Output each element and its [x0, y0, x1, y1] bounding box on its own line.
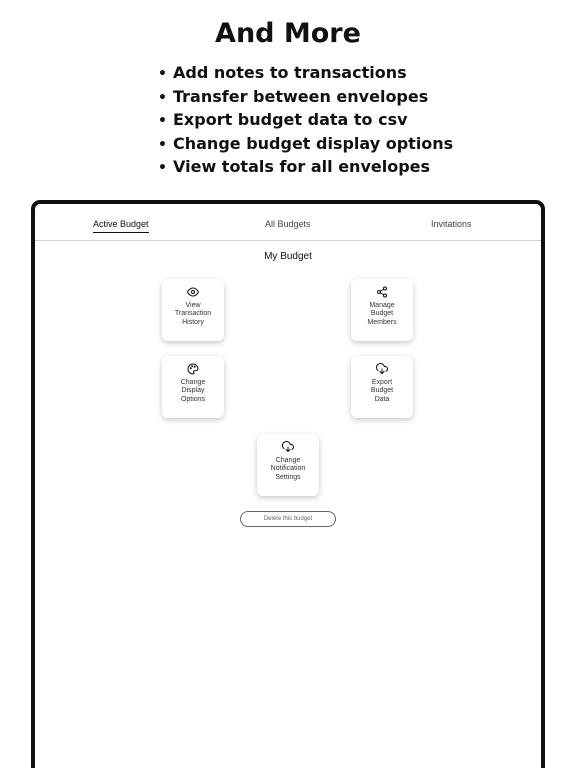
- page-headline: And More: [215, 18, 361, 49]
- card-label: Change Display Options: [180, 379, 206, 403]
- feature-text: Transfer between envelopes: [173, 86, 429, 106]
- card-label: Change Notification Settings: [270, 457, 306, 481]
- view-transaction-history-button[interactable]: [162, 279, 224, 341]
- feature-item: [158, 62, 453, 86]
- app-screen: [35, 204, 541, 768]
- tab-all-budgets[interactable]: All Budgets: [265, 219, 311, 229]
- cloud-download-icon: [282, 441, 294, 453]
- bullet: •: [158, 160, 167, 177]
- cloud-download-icon: [376, 363, 388, 375]
- feature-text: Add notes to transactions: [173, 63, 407, 82]
- feature-item: [158, 133, 453, 157]
- export-budget-data-button[interactable]: [351, 356, 413, 418]
- change-display-options-button[interactable]: [162, 356, 224, 418]
- bullet: •: [158, 66, 167, 82]
- tablet-frame: [31, 200, 545, 768]
- bullet: •: [158, 113, 167, 130]
- feature-item: [158, 156, 453, 180]
- bullet: •: [158, 89, 167, 106]
- manage-budget-members-button[interactable]: [351, 279, 413, 341]
- tab-active-budget[interactable]: Active Budget: [93, 219, 149, 233]
- budget-title: My Budget: [264, 251, 312, 262]
- feature-item: [158, 109, 453, 133]
- change-notification-settings-button[interactable]: [257, 434, 319, 496]
- feature-text: Change budget display options: [173, 133, 454, 153]
- eye-icon: [187, 286, 199, 298]
- feature-text: View totals for all envelopes: [173, 157, 431, 177]
- bullet: •: [158, 136, 167, 153]
- card-label: View Transaction History: [174, 302, 212, 326]
- feature-text: Export budget data to csv: [173, 110, 408, 130]
- card-label: Manage Budget Members: [367, 302, 397, 326]
- feature-list: [158, 62, 453, 180]
- delete-budget-button[interactable]: Delete this budget: [240, 511, 336, 527]
- card-label: Export Budget Data: [370, 379, 394, 403]
- share-icon: [376, 286, 388, 298]
- tab-bar: [35, 204, 541, 241]
- feature-item: [158, 86, 453, 110]
- tab-invitations[interactable]: Invitations: [431, 219, 472, 229]
- palette-icon: [187, 363, 199, 375]
